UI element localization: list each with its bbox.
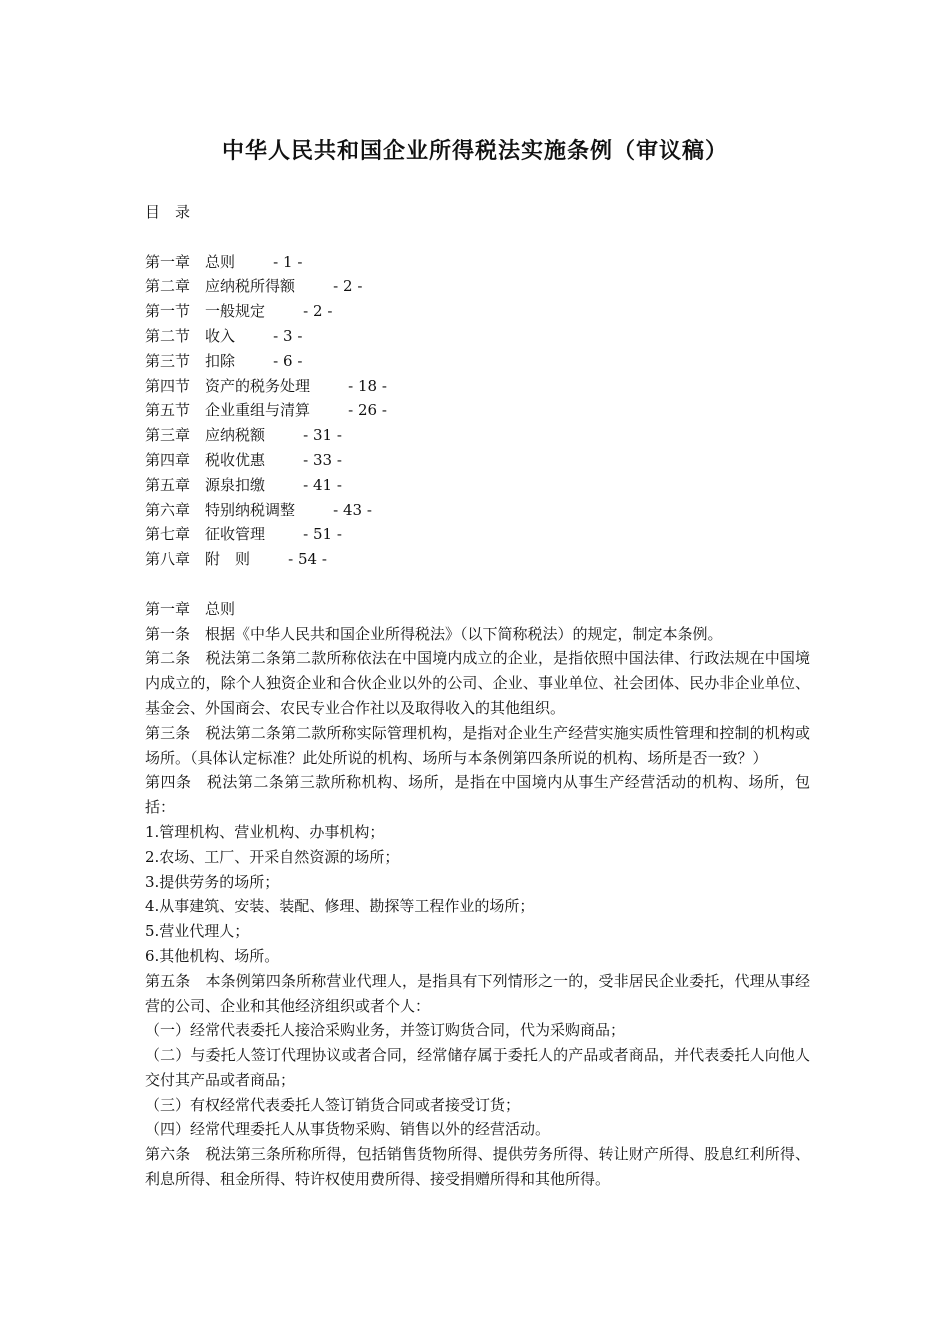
toc-item-label: 第五章 源泉扣缴: [145, 475, 266, 494]
toc-item: [145, 498, 810, 523]
toc-item-page: - 54 -: [288, 550, 327, 569]
toc-item-page: - 51 -: [303, 525, 342, 544]
article-paragraph: 第六条 税法第三条所称所得，包括销售货物所得、提供劳务所得、转让财产所得、股息红利所得、利息所得、租金所得、特许权使用费所得、接受捐赠所得和其他所得。: [145, 1145, 810, 1189]
toc-item: [145, 374, 810, 399]
toc-item-label: 第八章 附 则: [145, 550, 251, 569]
list-item: 2.农场、工厂、开采自然资源的场所；: [145, 847, 400, 866]
article-paragraph: 第五条 本条例第四条所称营业代理人，是指具有下列情形之一的，受非居民企业委托，代理从事经营的公司、企业和其他经济组织或者个人：: [145, 971, 810, 1015]
toc-item-label: 第二章 应纳税所得额: [145, 277, 296, 296]
list-item: （一）经常代表委托人接洽采购业务，并签订购货合同，代为采购商品；: [145, 1021, 626, 1040]
toc-item-label: 第四章 税收优惠: [145, 450, 266, 469]
toc-item-page: - 2 -: [333, 277, 363, 296]
toc-item-page: - 1 -: [273, 252, 303, 271]
spacer: [145, 572, 810, 597]
toc-item-page: - 6 -: [273, 351, 303, 370]
toc-item: [145, 299, 810, 324]
document-body: [145, 200, 810, 1192]
spacer: [145, 225, 810, 250]
toc-item: [145, 324, 810, 349]
toc-item-page: - 41 -: [303, 475, 342, 494]
toc-item: [145, 448, 810, 473]
article-list: [145, 622, 810, 1192]
toc-item-page: - 31 -: [303, 426, 342, 445]
toc-item: [145, 274, 810, 299]
toc-item-label: 第三章 应纳税额: [145, 426, 266, 445]
article-paragraph: 第四条 税法第二条第三款所称机构、场所，是指在中国境内从事生产经营活动的机构、场所，包括：: [145, 773, 810, 817]
article-paragraph: 第二条 税法第二条第二款所称依法在中国境内成立的企业，是指依照中国法律、行政法规在中国境内成立的，除个人独资企业和合伙企业以外的公司、企业、事业单位、社会团体、民办非企业单位、基金会、外国商会、农民专业合作社以及取得收入的其他组织。: [145, 649, 810, 717]
toc-item: [145, 423, 810, 448]
toc-item-label: 第一节 一般规定: [145, 302, 266, 321]
toc-heading: 目 录: [145, 203, 191, 221]
toc-item-label: 第二节 收入: [145, 326, 236, 345]
list-item: （四）经常代理委托人从事货物采购、销售以外的经营活动。: [145, 1120, 551, 1139]
toc-item-page: - 43 -: [333, 500, 372, 519]
list-item: 5.营业代理人；: [145, 922, 250, 941]
toc-item: [145, 398, 810, 423]
list-item: 6.其他机构、场所。: [145, 946, 280, 965]
toc-item: [145, 250, 810, 275]
toc-item-label: 第四节 资产的税务处理: [145, 376, 311, 395]
list-item: 4.从事建筑、安装、装配、修理、勘探等工程作业的场所；: [145, 897, 535, 916]
table-of-contents: [145, 250, 810, 572]
toc-item-label: 第七章 征收管理: [145, 525, 266, 544]
toc-item: [145, 522, 810, 547]
document-title: 中华人民共和国企业所得税法实施条例（审议稿）: [221, 139, 728, 164]
toc-item-page: - 2 -: [303, 302, 333, 321]
article-paragraph: 第一条 根据《中华人民共和国企业所得税法》（以下简称税法）的规定，制定本条例。: [145, 624, 723, 643]
list-item: 3.提供劳务的场所；: [145, 872, 280, 891]
toc-item-page: - 18 -: [348, 376, 387, 395]
toc-item: [145, 547, 810, 572]
toc-item-label: 第三节 扣除: [145, 351, 236, 370]
toc-item-label: 第五节 企业重组与清算: [145, 401, 311, 420]
toc-item-page: - 33 -: [303, 450, 342, 469]
toc-item-page: - 26 -: [348, 401, 387, 420]
toc-item-page: - 3 -: [273, 326, 303, 345]
list-item: （三）有权经常代表委托人签订销货合同或者接受订货；: [145, 1095, 521, 1114]
list-item: （二）与委托人签订代理协议或者合同，经常储存属于委托人的产品或者商品，并代表委托人向他人交付其产品或者商品；: [145, 1046, 810, 1089]
chapter-heading: 第一章 总则: [145, 599, 236, 618]
toc-item: [145, 349, 810, 374]
toc-item-label: 第六章 特别纳税调整: [145, 500, 296, 519]
toc-item-label: 第一章 总则: [145, 252, 236, 271]
article-paragraph: 第三条 税法第二条第二款所称实际管理机构，是指对企业生产经营实施实质性管理和控制的机构或场所。（具体认定标准？此处所说的机构、场所与本条例第四条所说的机构、场所是否一致？）: [145, 723, 810, 767]
toc-item: [145, 473, 810, 498]
list-item: 1.管理机构、营业机构、办事机构；: [145, 822, 385, 841]
